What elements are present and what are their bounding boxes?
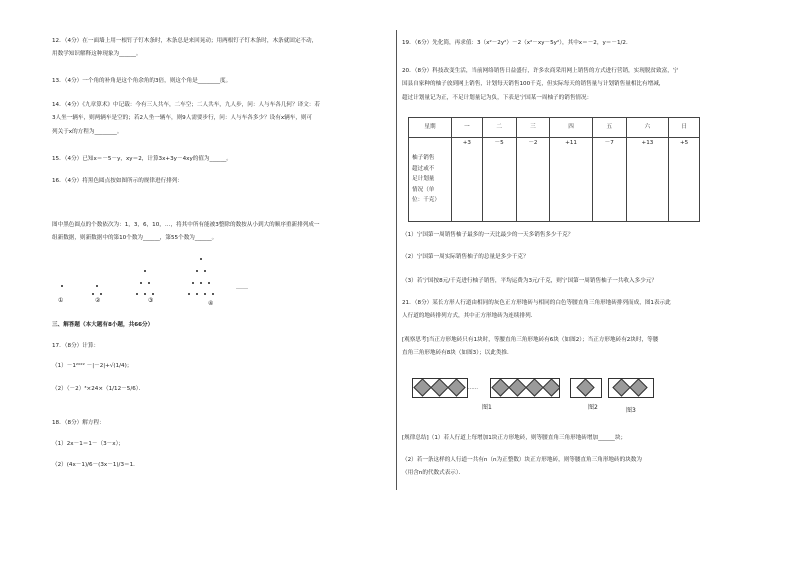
question-16: 16．（4分）将黑色圆点按如图所示的规律进行排列： [52,178,183,184]
table-header-cell: 六 [626,118,669,138]
square-tile [612,378,630,396]
dot [100,293,102,295]
q21b-line2: （用含n的代数式表示）． [402,470,465,477]
square-tile [413,378,431,396]
table-header-cell: 星期 [409,118,452,138]
table-header-cell: 五 [592,118,626,138]
table-row [409,138,700,222]
figure-label-2: ② [95,297,101,304]
question-13: 13．（4分）一个角的补角是这个角余角的3倍，则这个角是________度。 [52,78,232,84]
row-label-line: 超过或不 [412,165,435,172]
dot [196,293,198,295]
square-tile [447,378,465,396]
dot [204,270,206,272]
dots-ellipsis: …… [236,284,248,291]
square-tile [508,378,526,396]
dot [200,258,202,260]
figure-1-label: 图1 [482,404,492,411]
q14-line3: 列关于x的方程为________。 [52,128,123,135]
square-tile [491,378,509,396]
question-20-part-3: （3）若宁国按8元/千克进行柚子销售，平均运费为3元/千克，则宁国第一周销售柚子一共收入多少元？ [402,278,657,284]
section-heading: 三、解答题（本大题有8小题，共66分） [52,322,154,328]
q12-line2: 用数学知识解释这种现象为______。 [52,51,142,58]
table-cell: +11 [550,138,593,222]
dot [196,270,198,272]
square-tile [430,378,448,396]
dot [212,293,214,295]
q14-line1: 14．（4分）《九章算术》中记载：今有三人共车，二车空；二人共车，九人步，问：人与车各几何？译文：若 [52,102,320,108]
table-header-cell: 四 [550,118,593,138]
question-16-body [52,222,319,243]
question-20-part-1: （1）宁国第一周销售柚子最多的一天比最少的一天多销售多少千克？ [402,232,574,238]
tile-strip-left [412,378,468,398]
q21-observe-line2: 直角三角形地砖有8块（如图3）；以此类推． [402,350,513,357]
dot [188,293,190,295]
question-19: 19．（6分）先化简，再求值：3（x²－2y²）－2（x²－xy－5y²），其中x＝－2，y＝－1/2． [402,40,632,46]
q21-line1: 21．（8分）某长方形人行道由相同的灰色正方形地砖与相同的白色等腰直角三角形地砖排列而成，图1表示此 [402,300,671,306]
row-label-line: 情况（单 [412,186,435,193]
table-header-cell: 三 [516,118,550,138]
dot [144,270,146,272]
square-tile [629,378,647,396]
row-label-line: 足计划量 [412,176,435,183]
tiles-ellipsis: …… [468,385,478,391]
question-17-part-1: （1）－1²⁰²² －|－2|+√(1/4)； [52,363,133,369]
question-18-part-1: （1）2x－1＝1－（3－x）； [52,441,124,447]
question-15: 15．（4分）已知x＝－5－y，xy＝2，计算3x+3y－4xy的值为______。 [52,156,232,162]
tile-strip-3 [608,378,654,398]
tile-strip-right [490,378,560,398]
figure-label-3: ③ [148,297,154,304]
table-header-row [409,118,700,138]
square-tile [542,378,560,396]
q20-line3: 超过计划量记为正，不足计划量记为负，下表是宁国某一周柚子的销售情况： [402,94,593,101]
dot [148,282,150,284]
dot [61,285,63,287]
left-column [52,0,392,561]
dot [144,293,146,295]
dot [140,282,142,284]
table-row-label [409,138,452,222]
q16-line2: 组新数据，则新数据中的第10个数为______，第55个数为______。 [52,235,218,242]
table-header-cell: 二 [482,118,516,138]
dot [208,282,210,284]
question-14 [52,102,320,136]
table-cell: +5 [669,138,700,222]
question-17-part-2: （2）（－2）³×24×（1/12－5/6）． [52,386,145,392]
row-label-line: 位：千克） [412,197,440,204]
question-20-part-2: （2）宁国第一周实际销售柚子的总量是多少千克？ [402,254,529,260]
figure-2-label: 图2 [588,404,598,411]
question-21 [402,300,671,321]
figure-3-label: 图3 [626,407,636,414]
question-21-law: [规律总结]（1）若人行道上每增加1块正方形地砖，则等腰直角三角形地砖增加______块； [402,435,627,441]
dot [96,285,98,287]
table-cell: －2 [516,138,550,222]
table-cell: +3 [452,138,483,222]
dot [136,293,138,295]
figure-label-1: ① [58,297,64,304]
dot [192,282,194,284]
dot [204,293,206,295]
square-tile [525,378,543,396]
tile-strip-2 [570,378,602,398]
q20-line2: 国县自家种的柚子放到网上销售，计划每天销售100千克，但实际每天的销售量与计划销售量相比有增减， [402,81,665,88]
column-divider [396,30,397,490]
question-18: 18．（8分）解方程： [52,420,105,426]
table-cell: －7 [592,138,626,222]
sales-table [408,117,700,222]
question-18-part-2: （2）(4x－1)/6－(3x－1)/3＝1． [52,462,139,468]
q20-line1: 20．（8分）科技改变生活，当前网络销售日益盛行，许多农商采用网上销售的方式进行营销，实现脱贫致富，宁 [402,68,679,74]
table-cell: －5 [482,138,516,222]
figure-label-4: ④ [208,300,214,307]
q21b-line1: （2）若一条这样的人行道一共有n（n为正整数）块正方形地砖，则等腰直角三角形地砖的块数为 [402,457,642,463]
dot [152,293,154,295]
question-20 [402,68,678,102]
question-21-part-2 [402,457,642,478]
row-label-line: 柚子销售 [412,154,435,161]
right-column [402,0,702,561]
question-12 [52,38,317,59]
question-21-observe [402,337,658,358]
table-cell: +13 [626,138,669,222]
q12-line1: 12．（4分）在一面墙上用一根钉子钉木条时，木条总是来回晃动；用两根钉子钉木条时，木条就固定不动， [52,38,318,44]
question-17: 17．（8分）计算： [52,343,100,349]
q14-line2: 3人坐一辆车，则两辆车是空的；若2人坐一辆车，则9人需要步行，问：人与车各多少？设有x辆车，则可 [52,115,313,122]
dot [92,293,94,295]
q21-observe-line1: [观察思考]当正方形地砖只有1块时，等腰直角三角形地砖有6块（如图2）；当正方形地砖有2块时，等腰 [402,337,659,343]
table-header-cell: 日 [669,118,700,138]
q16-line1: 图中黑色圆点的个数依次为：1，3，6，10，…，将其中所有能被3整除的数按从小到大的顺序重新排列成一 [52,222,320,228]
q21-line2: 人行道的地砖排列方式，其中正方形地砖为连续排列． [402,313,537,320]
dot [200,282,202,284]
table-header-cell: 一 [452,118,483,138]
square-tile [576,378,594,396]
